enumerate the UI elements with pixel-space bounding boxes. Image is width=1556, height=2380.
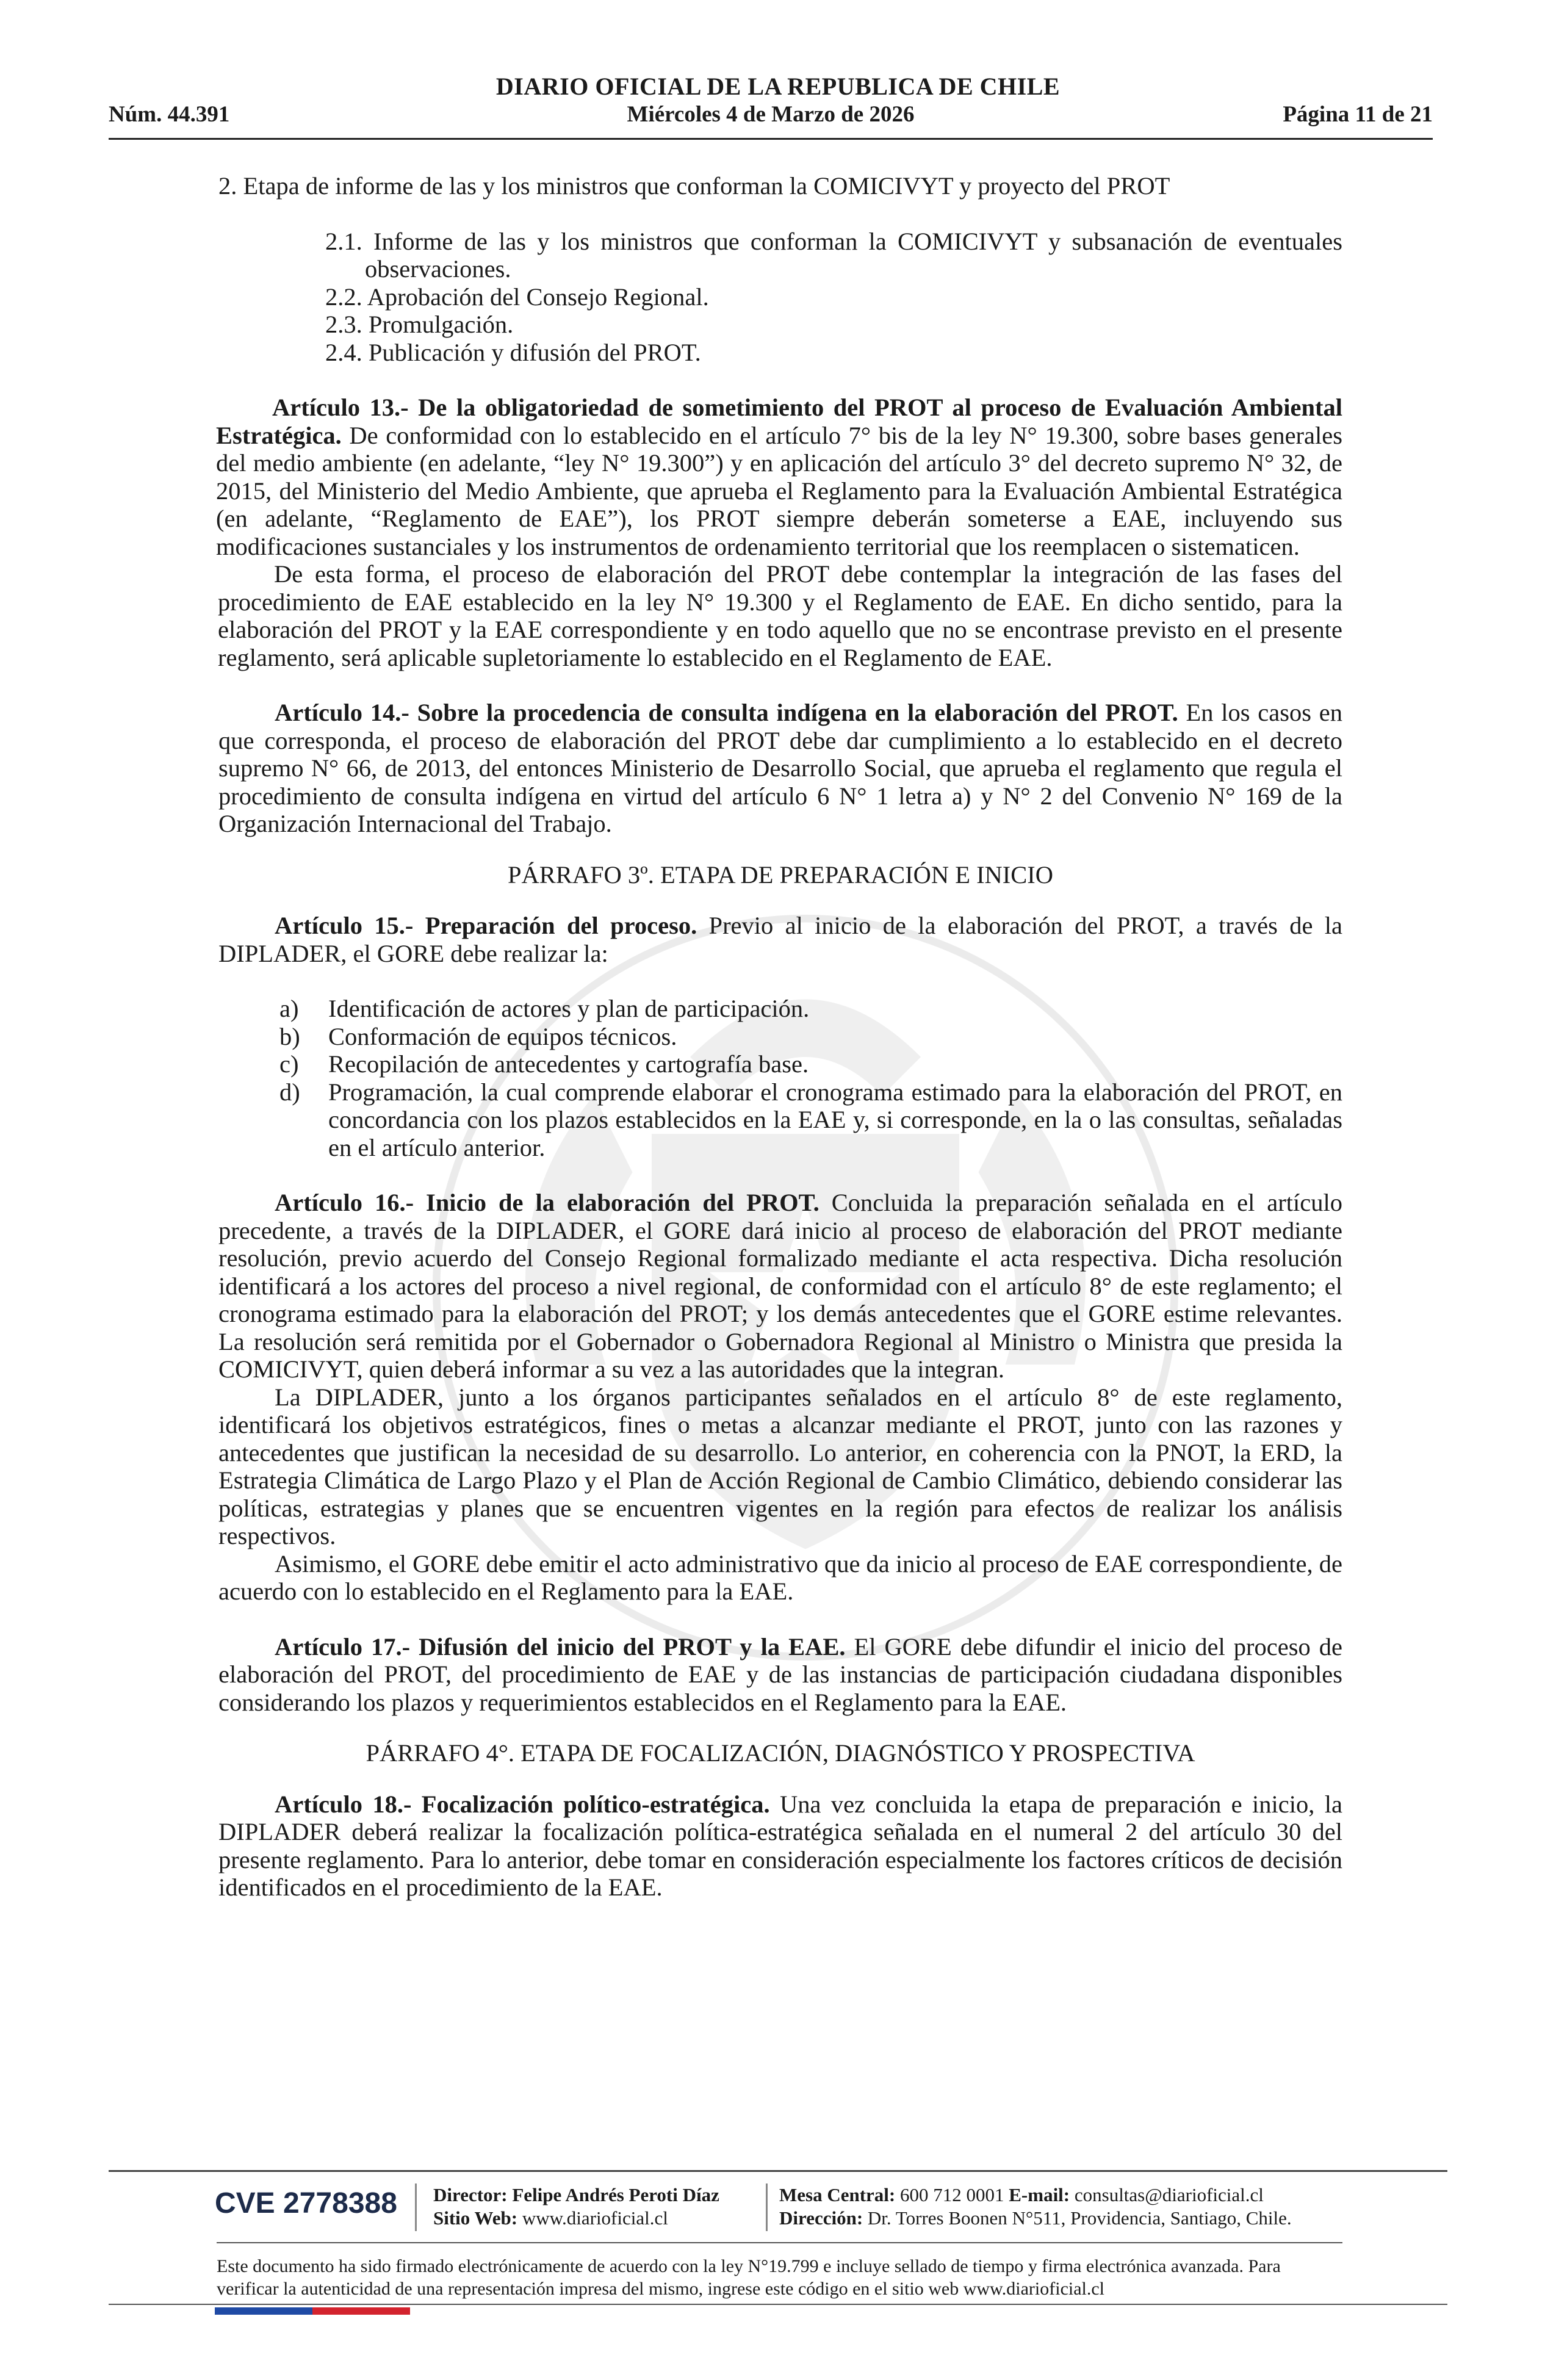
- list-item: [279, 1078, 1342, 1162]
- article-13-paragraph-2: De esta forma, el proceso de elaboración del PROT debe contemplar la integración de las fases del procedimiento de EAE establecido en la ley N° 19.300 y el Reglamento de EAE. En dicho sentido, para la elaboración del PROT y la EAE correspondiente y en todo aquello que no se encontrase previsto en el presente reglamento, será aplicable supletoriamente lo establecido en el Reglamento de EAE.: [218, 560, 1342, 671]
- email-label: E-mail:: [1009, 2184, 1070, 2205]
- article-17-title: Artículo 17.- Difusión del inicio del PROT y la EAE.: [275, 1632, 846, 1661]
- list-item-text: Programación, la cual comprende elaborar el cronograma estimado para la elaboración del PROT, en concordancia con los plazos establecidos en la EAE y, si corresponde, en la o las consultas, señaladas en el artículo anterior.: [328, 1078, 1342, 1161]
- website-link[interactable]: www.diarioficial.cl: [517, 2207, 668, 2229]
- article-16-paragraph-3: Asimismo, el GORE debe emitir el acto administrativo que da inicio al proceso de EAE correspondiente, de acuerdo con lo establecido en el Reglamento para la EAE.: [218, 1549, 1343, 1605]
- phone-label: Mesa Central:: [779, 2184, 896, 2205]
- cve-code: CVE 2778388: [215, 2187, 397, 2220]
- stage-2-4: 2.4. Publicación y difusión del PROT.: [325, 338, 701, 366]
- newspaper-title: DIARIO OFICIAL DE LA REPUBLICA DE CHILE: [495, 73, 1061, 100]
- footer-divider: [109, 2170, 1447, 2172]
- address-value: Dr. Torres Boonen N°511, Providencia, Santiago, Chile.: [863, 2207, 1292, 2229]
- article-15: [218, 912, 1342, 967]
- issue-date: Miércoles 4 de Marzo de 2026: [627, 102, 915, 127]
- article-14-text: En los casos en que corresponda, el proceso de elaboración del PROT debe dar cumplimiento a lo establecido en el decreto supremo N° 66, de 2013, del entonces Ministerio de Desarrollo Social, que aprueba el reglamento que regula el procedimiento de consulta indígena en virtud del artículo 6 N° 1 letra a) y N° 2 del Convenio N° 169 de la Organización Internacional del Trabajo.: [218, 699, 1342, 837]
- list-item: [279, 1023, 1342, 1051]
- address-label: Dirección:: [779, 2207, 863, 2229]
- footer-contact-block: [779, 2183, 1292, 2230]
- article-15-title: Artículo 15.- Preparación del proceso.: [275, 912, 697, 939]
- flag-blue-segment: [215, 2307, 312, 2315]
- article-16-paragraph-2: La DIPLADER, junto a los órganos participantes señalados en el artículo 8° de este reglamento, identificará los objetivos estratégicos, fines o metas a alcanzar mediante el PROT, junto con las razones y antecedentes que justifican la necesidad de su desarrollo. Lo anterior, en coherencia con la PNOT, la ERD, la Estrategia Climática de Largo Plazo y el Plan de Acción Regional de Cambio Climático, debiendo considerar las políticas, estrategias y planes que se encuentren vigentes en la región para efectos de realizar los análisis respectivos.: [218, 1383, 1342, 1549]
- list-item-text: Identificación de actores y plan de participación.: [328, 995, 810, 1022]
- director-label: Director: Felipe Andrés Peroti Díaz: [433, 2184, 719, 2205]
- article-17-text: El GORE debe difundir el inicio del proceso de elaboración del PROT, del procedimiento de EAE y de las instancias de participación ciudadana disponibles considerando los plazos y requerimientos establecidos en el Reglamento para la EAE.: [218, 1632, 1342, 1716]
- issue-number: Núm. 44.391: [109, 102, 230, 127]
- section-heading-4: PÁRRAFO 4°. ETAPA DE FOCALIZACIÓN, DIAGNÓSTICO Y PROSPECTIVA: [366, 1739, 1195, 1767]
- footer-separator: [766, 2183, 768, 2231]
- list-item-label: b): [279, 1022, 300, 1050]
- flag-red-segment: [312, 2307, 410, 2315]
- list-item-label: a): [279, 995, 299, 1022]
- section-heading-3: PÁRRAFO 3º. ETAPA DE PREPARACIÓN E INICIO: [507, 860, 1054, 889]
- article-14-title: Artículo 14.- Sobre la procedencia de consulta indígena en la elaboración del PROT.: [275, 699, 1178, 726]
- page-number: Página 11 de 21: [1283, 102, 1433, 127]
- document-body: [218, 172, 1342, 1902]
- article-13-text: De conformidad con lo establecido en el artículo 7° bis de la ley N° 19.300, sobre bases generales del medio ambiente (en adelante, “ley N° 19.300”) y en aplicación del artículo 3° del decreto supremo N° 32, de 2015, del Ministerio del Medio Ambiente, que aprueba el Reglamento para la Evaluación Ambiental Estratégica (en adelante, “Reglamento de EAE”), los PROT siempre deberán someterse a EAE, incluyendo sus modificaciones sustanciales y los instrumentos de ordenamiento territorial que los reemplacen o sistematicen.: [216, 421, 1342, 560]
- website-label: Sitio Web:: [433, 2207, 518, 2229]
- article-18-title: Artículo 18.- Focalización político-estratégica.: [275, 1790, 770, 1818]
- email-link[interactable]: consultas@diarioficial.cl: [1070, 2184, 1264, 2205]
- list-item-text: Conformación de equipos técnicos.: [328, 1022, 677, 1050]
- article-16-title: Artículo 16.- Inicio de la elaboración del PROT.: [275, 1189, 819, 1216]
- phone-value: 600 712 0001: [895, 2184, 1009, 2205]
- article-15-text: Previo al inicio de la elaboración del PROT, a través de la DIPLADER, el GORE debe realizar la:: [218, 912, 1342, 967]
- list-item: [279, 995, 1342, 1023]
- stage-2: 2. Etapa de informe de las y los ministros que conforman la COMICIVYT y proyecto del PROT: [218, 172, 1170, 200]
- article-18-text: Una vez concluida la etapa de preparación e inicio, la DIPLADER deberá realizar la focalización política-estratégica señalada en el numeral 2 del artículo 30 del presente reglamento. Para lo anterior, debe tomar en consideración especialmente los factores críticos de decisión identificados en el procedimiento de la EAE.: [218, 1790, 1342, 1901]
- list-item-label: d): [279, 1078, 300, 1106]
- article-17: [218, 1633, 1342, 1717]
- header-divider: [109, 138, 1433, 140]
- footer-director-block: [433, 2183, 719, 2230]
- stage-2-1: 2.1. Informe de las y los ministros que conforman la COMICIVYT y subsanación de eventuales observaciones.: [325, 227, 1342, 283]
- list-item-label: c): [279, 1050, 299, 1078]
- article-18: [218, 1790, 1342, 1902]
- article-14: [218, 699, 1342, 838]
- list-item-text: Recopilación de antecedentes y cartografía base.: [328, 1050, 809, 1078]
- article-16: [218, 1189, 1342, 1383]
- flag-color-bar: [215, 2307, 410, 2315]
- signature-note: Este documento ha sido firmado electrónicamente de acuerdo con la ley N°19.799 e incluye sellado de tiempo y firma electrónica avanzada. Para verificar la autenticidad de una representación impresa del mismo, ingrese este código en el sitio web www.diarioficial.cl: [217, 2256, 1281, 2299]
- stage-2-3: 2.3. Promulgación.: [325, 311, 514, 338]
- article-16-text: Concluida la preparación señalada en el artículo precedente, a través de la DIPLADER, el GORE dará inicio al proceso de elaboración del PROT mediante resolución, previo acuerdo del Consejo Regional formalizado mediante el acta respectiva. Dicha resolución identificará a los actores del proceso a nivel regional, de conformidad con el artículo 8° de este reglamento; el cronograma estimado para la elaboración del PROT; y los demás antecedentes que el GORE estime relevantes. La resolución será remitida por el Gobernador o Gobernadora Regional al Ministro o Ministra que presida la COMICIVYT, quien deberá informar a su vez a las autoridades que la integran.: [218, 1189, 1342, 1383]
- stage-2-2: 2.2. Aprobación del Consejo Regional.: [325, 283, 709, 311]
- footer-divider: [217, 2242, 1342, 2243]
- article-13: [218, 394, 1342, 671]
- footer-divider: [109, 2304, 1447, 2305]
- article-13-title: Artículo 13.- De la obligatoriedad de sometimiento del PROT al proceso de Evaluación Ambiental Estratégica.: [216, 394, 1342, 449]
- footer-separator: [415, 2183, 417, 2231]
- list-item: [279, 1050, 1342, 1078]
